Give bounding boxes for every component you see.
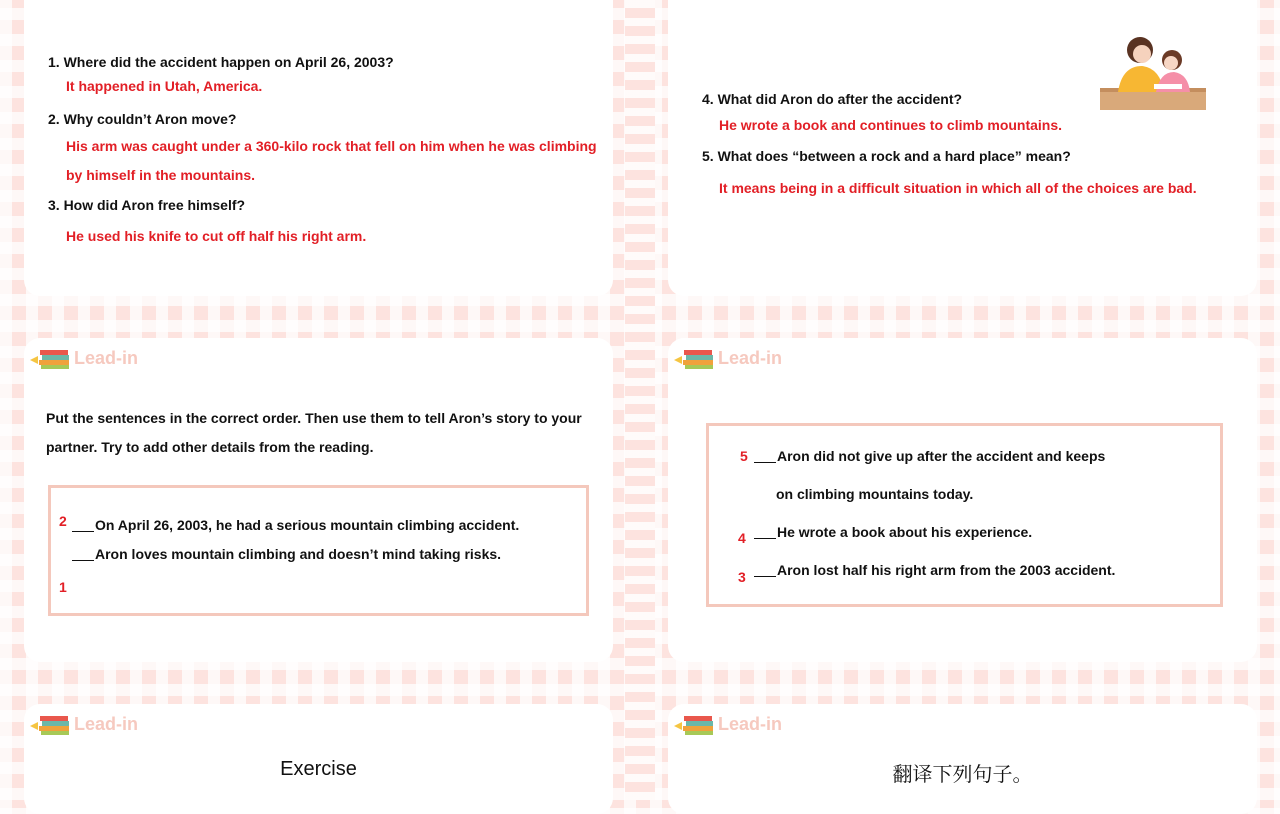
sentence-line: Aron loves mountain climbing and doesn’t mind taking risks. (72, 546, 501, 562)
answer-5: It means being in a difficult situation in which all of the choices are bad. (719, 180, 1197, 196)
sentence-line: Aron did not give up after the accident and keeps (754, 448, 1105, 464)
order-number: 4 (738, 530, 746, 546)
order-number: 5 (740, 448, 748, 464)
slide-gutter (625, 0, 655, 800)
books-icon (30, 346, 72, 370)
answer-2-line-2: by himself in the mountains. (66, 167, 256, 183)
slide-thumbnail-5[interactable] (24, 704, 613, 814)
slide-thumbnail-2[interactable] (668, 0, 1257, 296)
ordering-box (706, 423, 1223, 607)
exercise-title: Exercise (280, 758, 357, 780)
books-icon (30, 712, 72, 736)
slide-header (674, 712, 782, 736)
instruction-line-1: Put the sentences in the correct order. Then use them to tell Aron’s story to your (46, 410, 582, 426)
order-number: 3 (738, 569, 746, 585)
question-3: 3. How did Aron free himself? (48, 197, 246, 213)
instruction-line-2: partner. Try to add other details from the reading. (46, 439, 374, 455)
slide-header (30, 712, 138, 736)
slide-header (674, 346, 782, 370)
order-number: 2 (59, 513, 67, 529)
answer-2-line-1: His arm was caught under a 360-kilo rock that fell on him when he was climbing (66, 138, 597, 154)
sentence-continuation: on climbing mountains today. (776, 486, 974, 502)
answer-1: It happened in Utah, America. (66, 78, 263, 94)
sentence-line: He wrote a book about his experience. (754, 524, 1032, 540)
translate-title: 翻译下列句子。 (892, 764, 1033, 786)
answer-3: He used his knife to cut off half his right arm. (66, 228, 367, 244)
question-1: 1. Where did the accident happen on April 26, 2003? (48, 54, 394, 70)
lead-in-title: Lead-in (74, 713, 139, 734)
question-4: 4. What did Aron do after the accident? (702, 91, 963, 107)
books-icon (674, 712, 716, 736)
slide-thumbnail-1[interactable] (24, 0, 613, 296)
slide-thumbnail-6[interactable] (668, 704, 1257, 814)
question-5: 5. What does “between a rock and a hard place” mean? (702, 148, 1071, 164)
sentence-line: Aron lost half his right arm from the 2003 accident. (754, 562, 1115, 578)
question-2: 2. Why couldn’t Aron move? (48, 111, 237, 127)
lead-in-title: Lead-in (74, 347, 139, 368)
lead-in-title: Lead-in (718, 713, 783, 734)
slide-thumbnail-4[interactable] (668, 338, 1257, 662)
answer-4: He wrote a book and continues to climb mountains. (719, 117, 1063, 133)
sentence-line: On April 26, 2003, he had a serious mountain climbing accident. (72, 517, 519, 533)
slide-thumbnail-3[interactable] (24, 338, 613, 662)
mother-child-study-illustration (1098, 32, 1208, 112)
ordering-box (48, 485, 589, 616)
books-icon (674, 346, 716, 370)
slide-header (30, 346, 138, 370)
order-number: 1 (59, 579, 67, 595)
lead-in-title: Lead-in (718, 347, 783, 368)
